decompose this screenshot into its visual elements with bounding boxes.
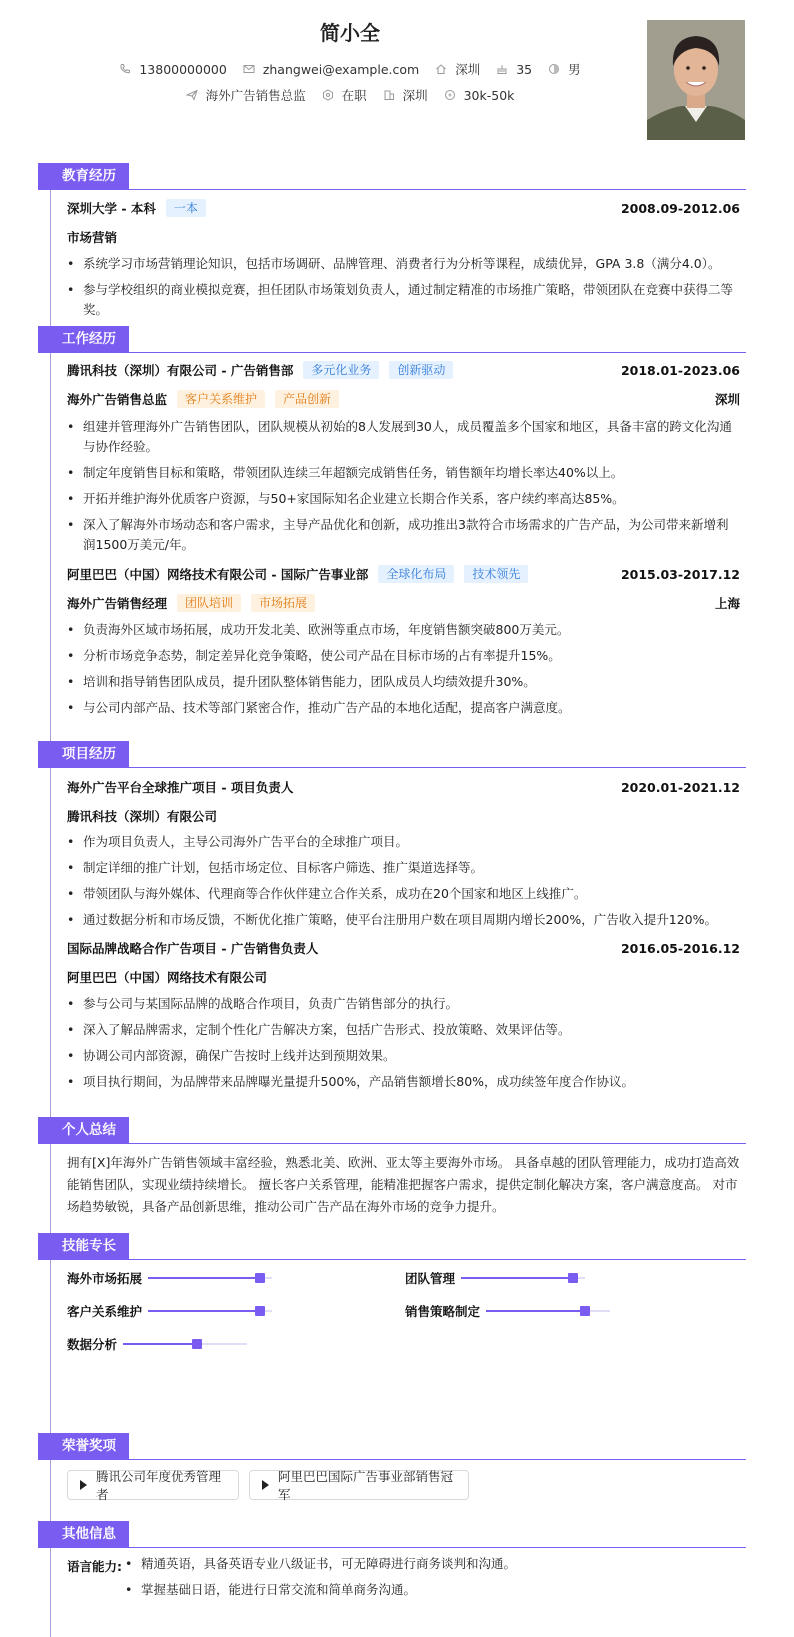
section-title: 技能专长: [38, 1233, 129, 1259]
award-item: [67, 1470, 239, 1500]
project-name: 国际品牌战略合作广告项目 - 广告销售负责人: [67, 941, 319, 956]
section-title: 荣誉奖项: [38, 1433, 129, 1459]
company-tag: 多元化业务: [303, 361, 379, 379]
status-text: 在职: [341, 88, 367, 103]
section-summary: [38, 1117, 746, 1143]
project-bullets: [67, 832, 740, 936]
skill-knob: [580, 1306, 590, 1316]
skill-bar: [461, 1277, 585, 1279]
section-work: [38, 326, 746, 352]
company-tag: 创新驱动: [389, 361, 453, 379]
list-item: • 项目执行期间，为品牌带来品牌曝光量提升500%，产品销售额增长80%，成功续签年度合作协议。: [67, 1072, 740, 1092]
project-date: 2016.05-2016.12: [620, 940, 740, 956]
section-skills: [38, 1233, 746, 1259]
language-label: 语言能力:: [67, 1559, 122, 1574]
skill-name: 销售策略制定: [405, 1304, 481, 1319]
play-icon: [80, 1480, 87, 1490]
section-rule: [38, 767, 746, 768]
contact-row: [0, 60, 700, 78]
skill-fill: [148, 1277, 260, 1279]
section-projects: [38, 741, 746, 767]
list-item: • 参与公司与某国际品牌的战略合作项目，负责广告销售部分的执行。: [67, 994, 740, 1014]
skill-name: 海外市场拓展: [67, 1271, 143, 1286]
education-header: [67, 199, 740, 217]
send-icon: [186, 89, 198, 101]
position-item: [186, 86, 306, 104]
position-text: 海外广告销售总监: [205, 88, 306, 103]
section-title: 个人总结: [38, 1117, 129, 1143]
target-city-item: [383, 86, 428, 104]
section-other: [38, 1521, 746, 1547]
section-rule: [38, 189, 746, 190]
title-tag: 市场拓展: [251, 594, 315, 612]
skill-knob: [568, 1273, 578, 1283]
list-item: • 深入了解海外市场动态和客户需求，主导产品优化和创新，成功推出3款符合市场需求的广告产品，为公司带来新增利润1500万美元/年。: [67, 515, 740, 555]
skill-bar: [486, 1310, 610, 1312]
timeline-line: [50, 170, 51, 1637]
list-item: • 带领团队与海外媒体、代理商等合作伙伴建立合作关系，成功在20个国家和地区上线推广。: [67, 884, 740, 904]
work-title-row: [67, 594, 740, 612]
school-name: 深圳大学 - 本科: [67, 201, 156, 216]
skill-bar: [148, 1310, 272, 1312]
age-text: 35: [516, 61, 533, 77]
award-item: [249, 1470, 469, 1500]
title-tag: 产品创新: [275, 390, 339, 408]
work-company-row: [67, 361, 740, 379]
email-item: [243, 62, 419, 77]
project-org: 腾讯科技（深圳）有限公司: [67, 809, 218, 824]
skill-fill: [148, 1310, 260, 1312]
section-rule: [38, 1547, 746, 1548]
list-item: • 组建并管理海外广告销售团队，团队规模从初始的8人发展到30人，成员覆盖多个国家和地区，具备丰富的跨文化沟通与协作经验。: [67, 417, 740, 457]
section-education: [38, 163, 746, 189]
coin-icon: [444, 89, 456, 101]
skill-knob: [255, 1273, 265, 1283]
skill-bar: [148, 1277, 272, 1279]
school-tag: 一本: [166, 199, 206, 217]
skill-item: [405, 1302, 610, 1320]
project-bullets: [67, 994, 740, 1098]
major-row: [67, 228, 740, 246]
building-icon: [383, 89, 395, 101]
gender-item: [548, 60, 581, 78]
list-item: • 协调公司内部资源，确保广告按时上线并达到预期效果。: [67, 1046, 740, 1066]
list-item: • 掌握基础日语，能进行日常交流和简单商务沟通。: [125, 1580, 725, 1600]
city-item: [435, 60, 480, 78]
skill-item: [405, 1269, 585, 1287]
section-rule: [38, 1143, 746, 1144]
list-item: • 精通英语，具备英语专业八级证书，可无障碍进行商务谈判和沟通。: [125, 1554, 725, 1574]
gender-text: 男: [568, 62, 581, 77]
resume-header: [0, 0, 794, 150]
job-intent-row: [0, 86, 700, 104]
education-date: 2008.09-2012.06: [620, 200, 740, 216]
section-rule: [38, 352, 746, 353]
list-item: • 作为项目负责人，主导公司海外广告平台的全球推广项目。: [67, 832, 740, 852]
cake-icon: [496, 63, 508, 75]
award-text: 腾讯公司年度优秀管理者: [96, 1469, 222, 1502]
project-org: 阿里巴巴（中国）网络技术有限公司: [67, 970, 268, 985]
salary-text: 30k-50k: [463, 87, 515, 103]
list-item: • 系统学习市场营销理论知识，包括市场调研、品牌管理、消费者行为分析等课程，成绩优异，GPA 3.8（满分4.0）。: [67, 254, 740, 274]
language-bullets: [125, 1554, 725, 1606]
project-header: [67, 939, 740, 957]
job-title: 海外广告销售总监: [67, 392, 168, 407]
city-text: 深圳: [455, 62, 481, 77]
phone-icon: [119, 63, 131, 75]
section-rule: [38, 1459, 746, 1460]
email-text: zhangwei@example.com: [262, 61, 420, 77]
work-bullets: [67, 417, 740, 561]
status-item: [322, 86, 367, 104]
award-text: 阿里巴巴国际广告事业部销售冠军: [278, 1469, 454, 1502]
target-city-text: 深圳: [402, 88, 428, 103]
mail-icon: [243, 63, 255, 75]
skill-fill: [123, 1343, 197, 1345]
major-name: 市场营销: [67, 230, 118, 245]
project-name: 海外广告平台全球推广项目 - 项目负责人: [67, 780, 294, 795]
list-item: • 深入了解品牌需求，定制个性化广告解决方案，包括广告形式、投放策略、效果评估等。: [67, 1020, 740, 1040]
work-title-row: [67, 390, 740, 408]
skill-item: [67, 1335, 247, 1353]
skill-knob: [255, 1306, 265, 1316]
section-rule: [38, 1259, 746, 1260]
skill-name: 团队管理: [405, 1271, 456, 1286]
title-tag: 客户关系维护: [177, 390, 265, 408]
gender-icon: [548, 63, 560, 75]
company-name: 腾讯科技（深圳）有限公司 - 广告销售部: [67, 363, 294, 378]
skill-bar: [123, 1343, 247, 1345]
skill-knob: [192, 1339, 202, 1349]
section-title: 工作经历: [38, 326, 129, 352]
summary-text: 拥有[X]年海外广告销售领域丰富经验，熟悉北美、欧洲、亚太等主要海外市场。 具备卓越的团队管理能力，成功打造高效能销售团队，实现业绩持续增长。 擅长客户关系管理，能精准把握客户需求，提供定制化解决方案，客户满意度高。 对市场趋势敏锐，具备产品创新思维，推动公司广告产品在海外市场的竞争力提升。: [67, 1155, 740, 1214]
title-tag: 团队培训: [177, 594, 241, 612]
candidate-name: 简小全: [320, 21, 380, 45]
profile-photo: [647, 20, 745, 140]
project-header: [67, 778, 740, 796]
list-item: • 与公司内部产品、技术等部门紧密合作，推动广告产品的本地化适配，提高客户满意度。: [67, 698, 740, 718]
section-title: 其他信息: [38, 1521, 129, 1547]
project-date: 2020.01-2021.12: [620, 779, 740, 795]
section-title: 教育经历: [38, 163, 129, 189]
work-date: 2015.03-2017.12: [620, 566, 740, 582]
work-location: 上海: [714, 596, 740, 611]
salary-item: [444, 88, 515, 103]
list-item: • 制定详细的推广计划，包括市场定位、目标客户筛选、推广渠道选择等。: [67, 858, 740, 878]
skill-name: 数据分析: [67, 1337, 118, 1352]
list-item: • 负责海外区域市场拓展，成功开发北美、欧洲等重点市场，年度销售额突破800万美元。: [67, 620, 740, 640]
skill-fill: [461, 1277, 573, 1279]
company-name: 阿里巴巴（中国）网络技术有限公司 - 国际广告事业部: [67, 567, 369, 582]
play-icon: [262, 1480, 269, 1490]
job-title: 海外广告销售经理: [67, 596, 168, 611]
phone-item: [119, 62, 226, 77]
project-org-row: [67, 968, 740, 986]
skill-name: 客户关系维护: [67, 1304, 143, 1319]
skill-fill: [486, 1310, 585, 1312]
work-bullets: [67, 620, 740, 724]
list-item: • 制定年度销售目标和策略，带领团队连续三年超额完成销售任务，销售额年均增长率达40%以上。: [67, 463, 740, 483]
list-item: • 参与学校组织的商业模拟竞赛，担任团队市场策划负责人，通过制定精准的市场推广策略，带领团队在竞赛中获得二等奖。: [67, 280, 740, 320]
hexagon-icon: [322, 89, 334, 101]
work-company-row: [67, 565, 740, 583]
project-org-row: [67, 807, 740, 825]
list-item: • 培训和指导销售团队成员，提升团队整体销售能力，团队成员人均绩效提升30%。: [67, 672, 740, 692]
home-icon: [435, 63, 447, 75]
skill-item: [67, 1302, 272, 1320]
skill-item: [67, 1269, 272, 1287]
list-item: • 通过数据分析和市场反馈，不断优化推广策略，使平台注册用户数在项目周期内增长200%，广告收入提升120%。: [67, 910, 740, 930]
section-awards: [38, 1433, 746, 1459]
list-item: • 分析市场竞争态势，制定差异化竞争策略，使公司产品在目标市场的占有率提升15%。: [67, 646, 740, 666]
phone-text: 13800000000: [139, 61, 227, 77]
company-tag: 技术领先: [464, 565, 528, 583]
work-location: 深圳: [714, 392, 740, 407]
company-tag: 全球化布局: [378, 565, 454, 583]
work-date: 2018.01-2023.06: [620, 362, 740, 378]
age-item: [496, 62, 532, 77]
list-item: • 开拓并维护海外优质客户资源，与50+家国际知名企业建立长期合作关系，客户续约率高达85%。: [67, 489, 740, 509]
education-bullets: [67, 254, 740, 326]
section-title: 项目经历: [38, 741, 129, 767]
